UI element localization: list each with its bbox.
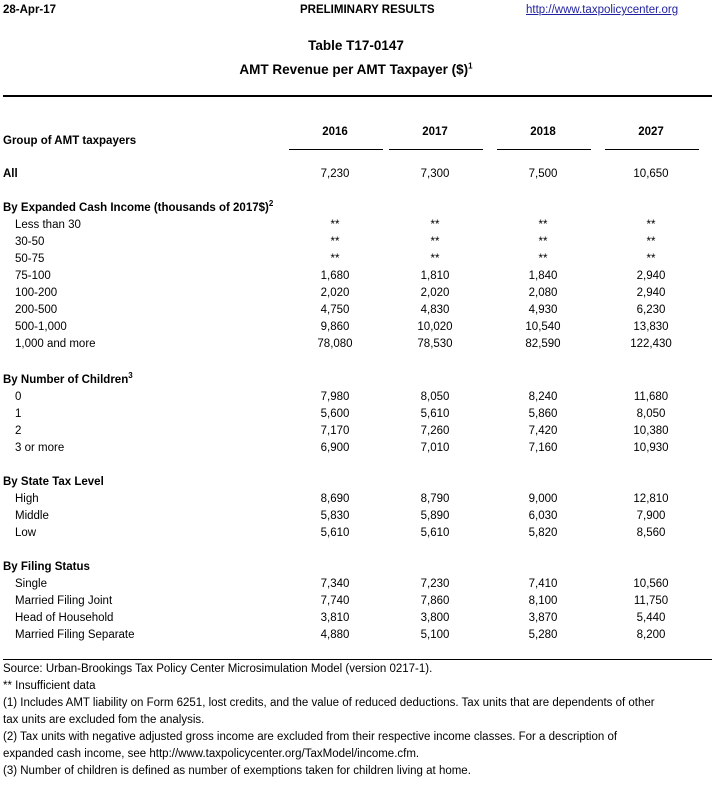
section-footnote-ref: 2	[268, 199, 274, 209]
table-cell: 7,230	[420, 578, 450, 590]
table-cell: **	[646, 253, 656, 265]
row-label: 3 or more	[15, 442, 65, 454]
footnote-line: ** Insufficient data	[3, 680, 96, 692]
table-cell: 7,160	[528, 442, 558, 454]
table-cell: 3,870	[528, 612, 558, 624]
table-id: Table T17-0147	[308, 38, 404, 53]
table-cell: 8,240	[528, 391, 558, 403]
section-title-text: By Number of Children	[3, 374, 129, 386]
table-cell: 6,230	[636, 304, 666, 316]
row-label: Single	[15, 578, 47, 590]
row-label: 50-75	[15, 253, 45, 265]
section-title	[3, 371, 133, 386]
tpc-website-link[interactable]: http://www.taxpolicycenter.org	[526, 4, 679, 16]
section-title	[3, 476, 104, 488]
table-cell: 5,600	[320, 408, 350, 420]
table-cell: **	[430, 253, 440, 265]
table-cell: 4,880	[320, 629, 350, 641]
table-cell: 7,260	[420, 425, 450, 437]
row-label: 30-50	[15, 236, 45, 248]
year-header: 2018	[530, 126, 556, 138]
table-cell: 13,830	[633, 321, 669, 333]
table-cell: 10,930	[633, 442, 669, 454]
table-cell: **	[330, 236, 340, 248]
table-cell: 11,750	[633, 595, 669, 607]
table-cell: 5,610	[320, 527, 350, 539]
table-cell: 8,100	[528, 595, 558, 607]
row-label: Low	[15, 527, 37, 539]
year-header-underline	[289, 149, 383, 150]
table-cell: 6,030	[528, 510, 558, 522]
table-cell: 2,080	[528, 287, 558, 299]
table-cell: 9,860	[320, 321, 350, 333]
table-cell: 6,900	[320, 442, 350, 454]
table-cell: 1,680	[320, 270, 350, 282]
table-cell: 7,410	[528, 578, 558, 590]
row-label: 2	[15, 425, 22, 437]
table-cell: 3,800	[420, 612, 450, 624]
table-cell: 5,820	[528, 527, 558, 539]
table-cell: 7,980	[320, 391, 350, 403]
year-header: 2016	[322, 126, 348, 138]
table-cell: 8,200	[636, 629, 666, 641]
year-header: 2027	[638, 126, 664, 138]
table-cell: 78,530	[417, 338, 453, 350]
table-cell: 2,940	[636, 287, 666, 299]
table-cell: 8,690	[320, 493, 350, 505]
table-cell: 10,560	[633, 578, 669, 590]
table-cell: **	[646, 219, 656, 231]
section-title	[3, 561, 90, 573]
table-cell: **	[430, 219, 440, 231]
table-cell: 8,790	[420, 493, 450, 505]
year-header-underline	[389, 149, 483, 150]
row-label: 75-100	[15, 270, 51, 282]
report-status: PRELIMINARY RESULTS	[300, 4, 435, 16]
table-cell: 2,940	[636, 270, 666, 282]
row-label: 200-500	[15, 304, 58, 316]
table-cell: 5,280	[528, 629, 558, 641]
table-cell: 5,610	[420, 408, 450, 420]
report-date: 28-Apr-17	[3, 4, 57, 16]
row-label: 500-1,000	[15, 321, 67, 333]
table-cell: 4,750	[320, 304, 350, 316]
footnote-line: (2) Tax units with negative adjusted gross income are excluded from their respective income classes. For a description of	[3, 731, 618, 743]
table-cell: 5,100	[420, 629, 450, 641]
table-cell: 5,830	[320, 510, 350, 522]
table-title	[0, 62, 712, 77]
row-label: Married Filing Separate	[15, 629, 135, 641]
table-cell: 2,020	[420, 287, 450, 299]
table-cell: 7,300	[420, 168, 450, 180]
table-cell: 7,740	[320, 595, 350, 607]
footnote-line: (1) Includes AMT liability on Form 6251, lost credits, and the value of reduced deductions. Tax units that are dependents of other	[3, 697, 655, 709]
footnote-line: Source: Urban-Brookings Tax Policy Center Microsimulation Model (version 0217-1).	[3, 663, 433, 675]
table-cell: 1,840	[528, 270, 558, 282]
group-column-header: Group of AMT taxpayers	[3, 135, 137, 147]
section-footnote-ref: 3	[128, 371, 133, 381]
table-cell: **	[538, 236, 548, 248]
table-cell: **	[538, 219, 548, 231]
table-cell: 7,230	[320, 168, 350, 180]
table-cell: **	[330, 253, 340, 265]
table-cell: 10,540	[525, 321, 561, 333]
row-label: 1,000 and more	[15, 338, 96, 350]
footnote-line: (3) Number of children is defined as number of exemptions taken for children living at home.	[3, 765, 471, 777]
table-cell: 7,900	[636, 510, 666, 522]
section-title-text: By State Tax Level	[3, 476, 104, 488]
table-cell: 7,860	[420, 595, 450, 607]
table-title-text: AMT Revenue per AMT Taxpayer ($)	[239, 62, 469, 77]
section-title-text: By Expanded Cash Income (thousands of 2017$)	[3, 202, 269, 214]
table-cell: 4,830	[420, 304, 450, 316]
table-cell: 12,810	[633, 493, 669, 505]
table-cell: 5,860	[528, 408, 558, 420]
table-cell: 5,890	[420, 510, 450, 522]
row-label: Middle	[15, 510, 49, 522]
row-label: 0	[15, 391, 22, 403]
table-cell: 7,420	[528, 425, 558, 437]
table-cell: 11,680	[633, 391, 669, 403]
table-title-footnote-ref: 1	[468, 61, 473, 71]
table-cell: **	[430, 236, 440, 248]
row-label: High	[15, 493, 39, 505]
footnote-line: expanded cash income, see http://www.taxpolicycenter.org/TaxModel/income.cfm.	[3, 748, 420, 760]
section-title	[3, 199, 274, 214]
table-cell: 3,810	[320, 612, 350, 624]
table-cell: 78,080	[317, 338, 353, 350]
row-label: 1	[15, 408, 22, 420]
table-cell: 7,170	[320, 425, 350, 437]
table-cell: **	[538, 253, 548, 265]
table-cell: 10,020	[417, 321, 453, 333]
table-cell: **	[330, 219, 340, 231]
table-cell: **	[646, 236, 656, 248]
row-label: Married Filing Joint	[15, 595, 113, 607]
table-cell: 9,000	[528, 493, 558, 505]
year-header: 2017	[422, 126, 448, 138]
top-rule	[3, 95, 712, 97]
table-cell: 4,930	[528, 304, 558, 316]
row-label: 100-200	[15, 287, 58, 299]
table-cell: 2,020	[320, 287, 350, 299]
table-cell: 5,440	[636, 612, 666, 624]
table-cell: 10,380	[633, 425, 669, 437]
section-title-text: By Filing Status	[3, 561, 90, 573]
table-cell: 8,560	[636, 527, 666, 539]
bottom-rule	[3, 659, 712, 660]
footnote-line: tax units are excluded fom the analysis.	[3, 714, 205, 726]
table-cell: 1,810	[420, 270, 450, 282]
row-label: Less than 30	[15, 219, 81, 231]
table-cell: 7,340	[320, 578, 350, 590]
row-label-all: All	[3, 168, 18, 180]
table-cell: 8,050	[420, 391, 450, 403]
table-cell: 10,650	[633, 168, 669, 180]
year-header-underline	[605, 149, 699, 150]
row-label: Head of Household	[15, 612, 114, 624]
table-cell: 122,430	[630, 338, 672, 350]
table-cell: 8,050	[636, 408, 666, 420]
table-cell: 5,610	[420, 527, 450, 539]
year-header-underline	[497, 149, 591, 150]
table-cell: 82,590	[525, 338, 561, 350]
table-cell: 7,010	[420, 442, 450, 454]
table-cell: 7,500	[528, 168, 558, 180]
